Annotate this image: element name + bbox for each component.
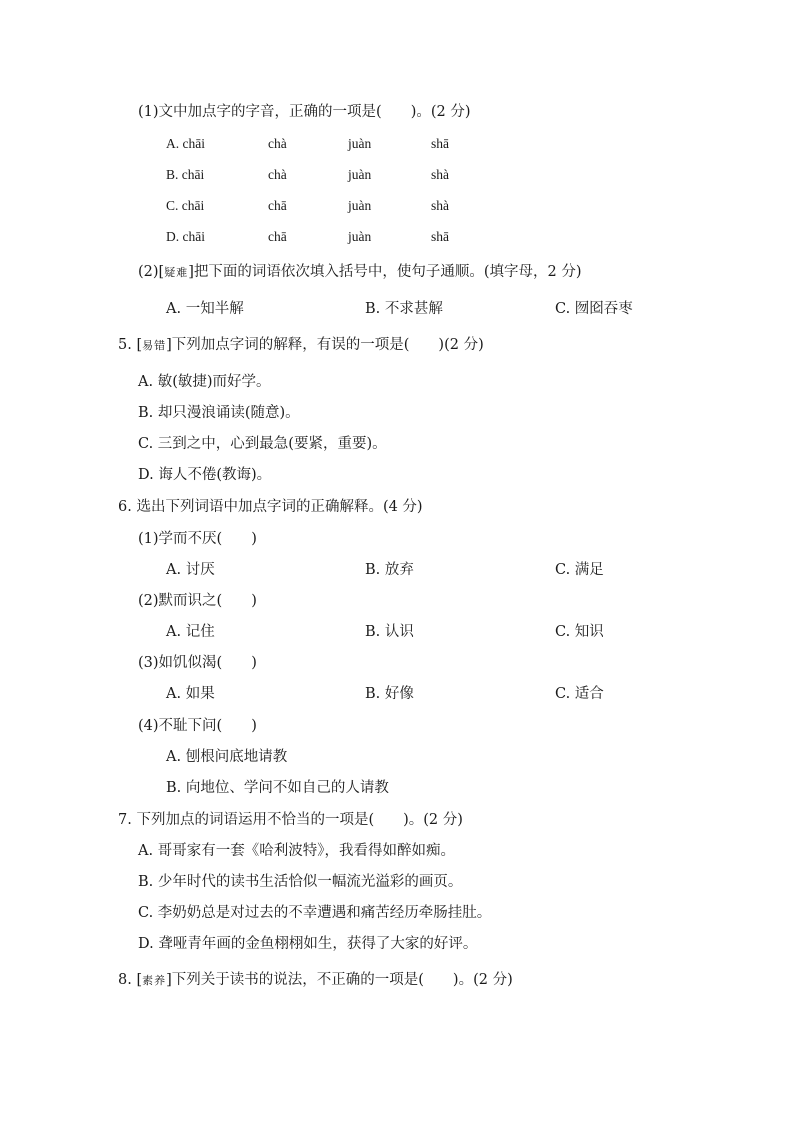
pinyin-4: shà [431, 198, 449, 213]
option-letter: D. chāi [166, 229, 205, 244]
q5-option-b: B. 却只漫浪诵读(随意)。 [138, 405, 300, 421]
q6-stem: 6. 选出下列词语中加点字词的正确解释。(4 分) [118, 499, 423, 515]
q4-sub2-options [0, 299, 794, 319]
stem-prefix: 8. [ [118, 972, 143, 988]
stem-text: ]下列关于读书的说法，不正确的一项是( )。(2 分) [166, 972, 513, 988]
option-b: B. 放弃 [365, 562, 414, 578]
option-b: B. 认识 [365, 624, 414, 640]
q8-stem [118, 970, 513, 991]
option-b: B. 不求甚解 [365, 301, 443, 317]
q4-sub1-option-a [0, 134, 794, 154]
q5-stem [118, 335, 484, 356]
q7-option-d: D. 聋哑青年画的金鱼栩栩如生，获得了大家的好评。 [138, 936, 478, 952]
pinyin-2: chà [268, 167, 287, 182]
q6-sub3-options [0, 684, 794, 704]
option-a: A. 记住 [166, 624, 215, 640]
option-a: A. 一知半解 [166, 301, 244, 317]
q6-sub1-stem: (1)学而不厌( ) [138, 531, 257, 547]
q6-sub2-options [0, 622, 794, 642]
q5-option-c: C. 三到之中，心到最急(要紧，重要)。 [138, 436, 387, 452]
pinyin-4: shā [431, 136, 449, 151]
difficulty-tag: 疑难 [164, 266, 189, 279]
option-letter: A. chāi [166, 136, 205, 151]
option-letter: B. chāi [166, 167, 205, 182]
pinyin-2: chā [268, 198, 287, 213]
stem-text: ]把下面的词语依次填入括号中，使句子通顺。(填字母，2 分) [188, 264, 582, 280]
option-c: C. 满足 [555, 562, 604, 578]
q4-sub1-option-c [0, 196, 794, 216]
q6-sub1-options [0, 560, 794, 580]
q4-sub2-stem [138, 262, 582, 283]
stem-text: ]下列加点字词的解释，有误的一项是( )(2 分) [166, 337, 484, 353]
pinyin-3: juàn [348, 136, 372, 151]
option-c: C. 适合 [555, 686, 604, 702]
q5-option-d: D. 诲人不倦(教诲)。 [138, 467, 272, 483]
q4-sub1-stem: (1)文中加点字的字音，正确的一项是( )。(2 分) [138, 104, 471, 120]
pinyin-4: shà [431, 167, 449, 182]
q4-sub1-option-b [0, 165, 794, 185]
q7-option-b: B. 少年时代的读书生活恰似一幅流光溢彩的画页。 [138, 874, 463, 890]
q6-sub3-stem: (3)如饥似渴( ) [138, 655, 257, 671]
q7-option-c: C. 李奶奶总是对过去的不幸遭遇和痛苦经历牵肠挂肚。 [138, 905, 492, 921]
option-a: A. 如果 [166, 686, 215, 702]
option-b: B. 好像 [365, 686, 414, 702]
q6-sub4-option-b: B. 向地位、学问不如自己的人请教 [166, 780, 389, 796]
stem-prefix: (2)[ [138, 264, 165, 280]
pinyin-3: juàn [348, 229, 372, 244]
q7-stem: 7. 下列加点的词语运用不恰当的一项是( )。(2 分) [118, 812, 463, 828]
pinyin-4: shā [431, 229, 449, 244]
pinyin-2: chā [268, 229, 287, 244]
literacy-tag: 素养 [142, 974, 167, 987]
option-letter: C. chāi [166, 198, 205, 213]
pinyin-2: chà [268, 136, 287, 151]
q6-sub2-stem: (2)默而识之( ) [138, 593, 257, 609]
stem-prefix: 5. [ [118, 337, 143, 353]
q4-sub1-option-d [0, 227, 794, 247]
option-c: C. 知识 [555, 624, 604, 640]
pinyin-3: juàn [348, 198, 372, 213]
error-prone-tag: 易错 [142, 339, 167, 352]
q6-sub4-stem: (4)不耻下问( ) [138, 718, 257, 734]
q7-option-a: A. 哥哥家有一套《哈利波特》，我看得如醉如痴。 [138, 843, 455, 859]
q6-sub4-option-a: A. 刨根问底地请教 [166, 749, 288, 765]
option-c: C. 囫囵吞枣 [555, 301, 633, 317]
option-a: A. 讨厌 [166, 562, 215, 578]
pinyin-3: juàn [348, 167, 372, 182]
q5-option-a: A. 敏(敏捷)而好学。 [138, 374, 271, 390]
